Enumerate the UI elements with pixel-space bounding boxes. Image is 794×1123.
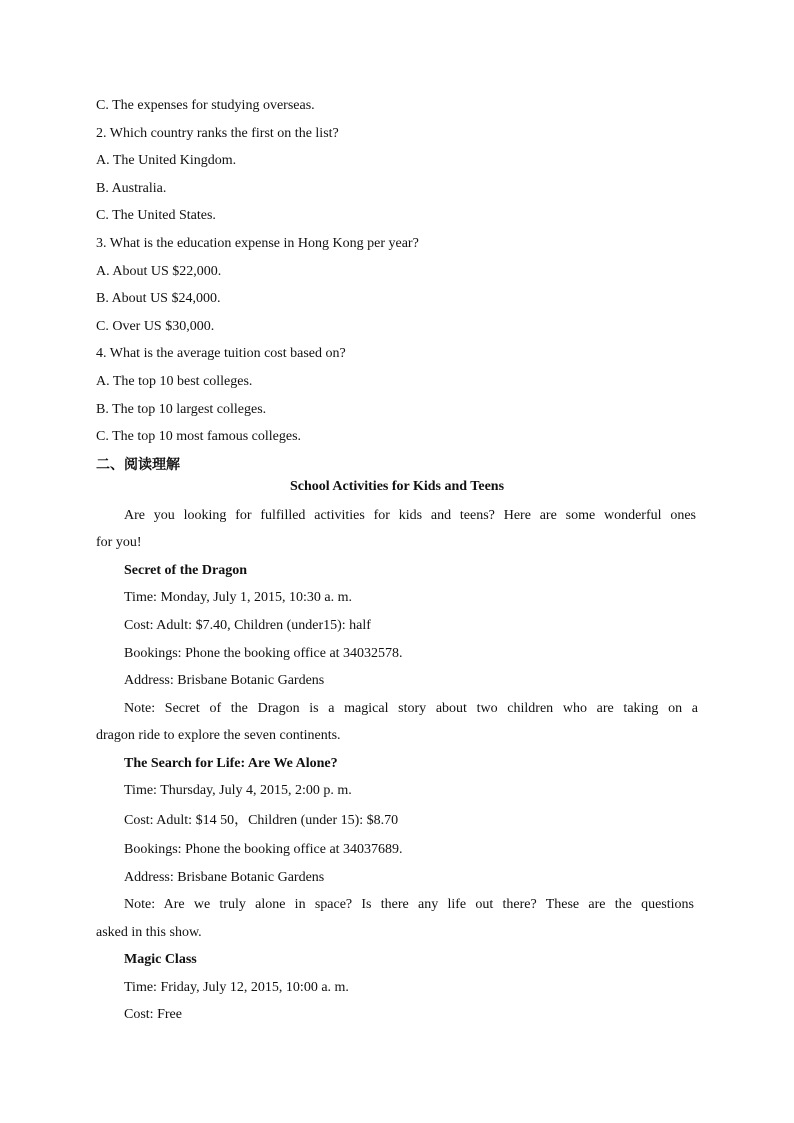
section-heading: 二、阅读理解 [96, 457, 180, 473]
activity-2-note-line-2: asked in this show. [96, 925, 202, 940]
q2-option-b: B. Australia. [96, 181, 167, 196]
activity-2-address: Address: Brisbane Botanic Gardens [124, 870, 325, 885]
q3-option-b: B. About US $24,000. [96, 291, 221, 306]
q3-option-a: A. About US $22,000. [96, 264, 222, 279]
activity-1-bookings: Bookings: Phone the booking office at 34032578. [124, 646, 403, 661]
q4-option-b: B. The top 10 largest colleges. [96, 402, 267, 417]
activity-2-name: The Search for Life: Are We Alone? [124, 756, 338, 771]
activity-3-name: Magic Class [124, 952, 197, 967]
activity-2-note-line-1: Note: Are we truly alone in space? Is there any life out there? These are the questions [124, 897, 694, 912]
activity-1-time: Time: Monday, July 1, 2015, 10:30 a. m. [124, 590, 353, 605]
q2-stem: 2. Which country ranks the first on the list? [96, 126, 339, 141]
q4-option-c: C. The top 10 most famous colleges. [96, 429, 302, 444]
activity-2-bookings: Bookings: Phone the booking office at 34037689. [124, 842, 403, 857]
activity-2-cost: Cost: Adult: $14 50，Children (under 15): $8.70 [124, 813, 399, 828]
q3-option-c: C. Over US $30,000. [96, 319, 215, 334]
q3-stem: 3. What is the education expense in Hong Kong per year? [96, 236, 419, 251]
q4-option-a: A. The top 10 best colleges. [96, 374, 253, 389]
activity-3-cost: Cost: Free [124, 1007, 182, 1022]
activity-1-address: Address: Brisbane Botanic Gardens [124, 673, 325, 688]
activity-1-name: Secret of the Dragon [124, 563, 247, 578]
activity-3-time: Time: Friday, July 12, 2015, 10:00 a. m. [124, 980, 349, 995]
intro-line-2: for you! [96, 535, 142, 550]
activity-1-cost: Cost: Adult: $7.40, Children (under15): half [124, 618, 371, 633]
q2-option-c: C. The United States. [96, 208, 216, 223]
activity-2-time: Time: Thursday, July 4, 2015, 2:00 p. m. [124, 783, 352, 798]
q4-stem: 4. What is the average tuition cost based on? [96, 346, 346, 361]
intro-line-1: Are you looking for fulfilled activities for kids and teens? Here are some wonderful ones [124, 508, 696, 523]
q1-option-c: C. The expenses for studying overseas. [96, 98, 315, 113]
activity-1-note-line-1: Note: Secret of the Dragon is a magical story about two children who are taking on a [124, 701, 698, 716]
passage-title: School Activities for Kids and Teens [289, 479, 505, 494]
activity-1-note-line-2: dragon ride to explore the seven continents. [96, 728, 341, 743]
q2-option-a: A. The United Kingdom. [96, 153, 237, 168]
